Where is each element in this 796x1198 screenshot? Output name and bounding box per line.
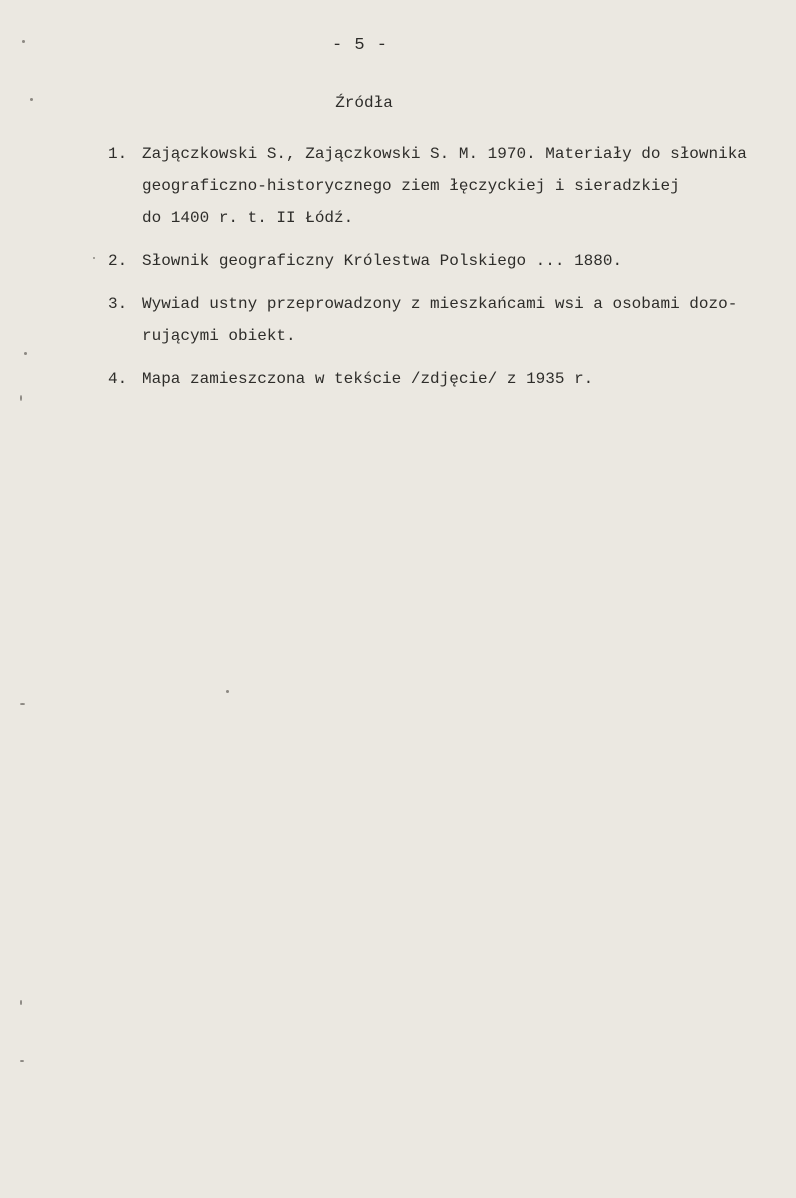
scan-speck: [22, 40, 25, 43]
source-number: 4.: [108, 370, 128, 388]
source-line: Słownik geograficzny Królestwa Polskiego ... 1880.: [142, 252, 623, 270]
scan-speck: [226, 690, 229, 693]
source-line: do 1400 r. t. II Łódź.: [142, 209, 354, 227]
source-number: 3.: [108, 295, 128, 313]
source-line: Mapa zamieszczona w tekście /zdjęcie/ z 1935 r.: [142, 370, 594, 388]
source-entry-3: [0, 288, 796, 352]
source-number: 2.: [108, 252, 128, 270]
source-entry-1: [0, 138, 796, 234]
source-line: Zajączkowski S., Zajączkowski S. M. 1970. Materiały do słownika: [142, 145, 747, 163]
source-entry-4: [0, 363, 796, 395]
source-line: geograficzno-historycznego ziem łęczyckiej i sieradzkiej: [142, 177, 680, 195]
source-line: Wywiad ustny przeprowadzony z mieszkańcami wsi a osobami dozo-: [142, 295, 738, 313]
source-text: [142, 138, 782, 234]
source-text: [142, 245, 782, 277]
sources-heading: Źródła: [335, 94, 393, 112]
sources-list: [0, 138, 796, 406]
source-text: [142, 363, 782, 395]
scan-speck: [93, 257, 95, 259]
source-line: rującymi obiekt.: [142, 327, 296, 345]
source-entry-2: [0, 245, 796, 277]
scan-speck: [20, 395, 22, 401]
page-number: - 5 -: [331, 36, 388, 55]
source-number: 1.: [108, 145, 128, 163]
scan-speck: [24, 352, 27, 355]
scan-speck: [20, 1000, 22, 1005]
scan-speck: [20, 1060, 24, 1062]
scan-speck: [20, 703, 25, 705]
source-text: [142, 288, 782, 352]
scan-speck: [30, 98, 33, 101]
